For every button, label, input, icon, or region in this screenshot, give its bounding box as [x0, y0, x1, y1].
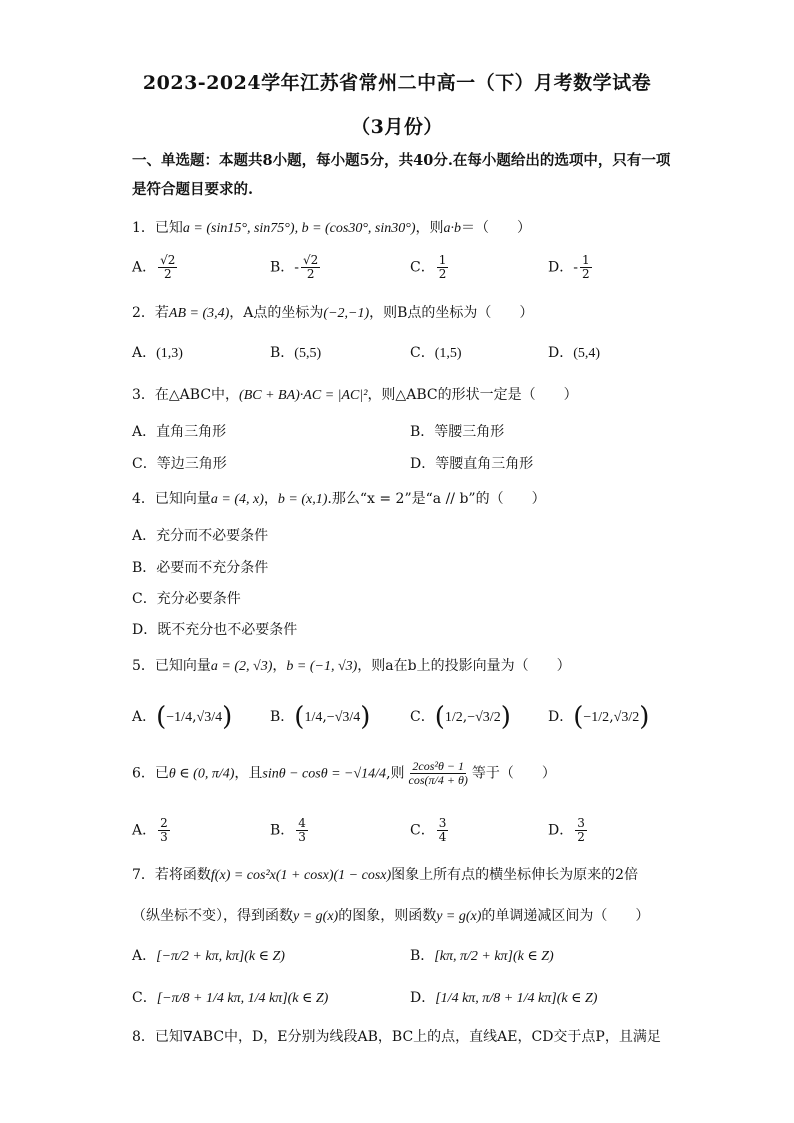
question-7-stem-line1: 7．若将函数f(x) = cos²x(1 + cosx)(1 − cosx)图象上所有点的横坐标伸长为原来的2倍: [132, 867, 639, 883]
q4-option-b[interactable]: B．必要而不充分条件: [132, 560, 269, 576]
question-6-stem: 6．已θ ∈ (0, π/4)，且sinθ − cosθ = −√14/4,则 $\frac{\text{2cos²θ − 1}}{\cos(\pi/4 + \theta)}$ 等于（ ）: [132, 759, 556, 787]
q3-option-b[interactable]: B．等腰三角形: [410, 424, 505, 440]
q2-option-b[interactable]: B．(5,5): [270, 345, 322, 361]
q6-option-b[interactable]: B． $\frac{4}{3}$: [270, 816, 306, 844]
exam-title: 2023-2024学年江苏省常州二中高一（下）月考数学试卷: [142, 72, 652, 94]
q2-option-c[interactable]: C．(1,5): [410, 345, 462, 361]
q4-option-c[interactable]: C．充分必要条件: [132, 591, 241, 607]
question-5-stem: 5．已知向量a = (2, √3)，b = (−1, √3)，则a在b上的投影向量为（ ）: [132, 658, 571, 674]
q3-option-d[interactable]: D．等腰直角三角形: [410, 456, 534, 472]
q3-option-a[interactable]: A．直角三角形: [132, 424, 227, 440]
q5-option-d[interactable]: D．(−1/2,√3/2): [548, 702, 650, 732]
section-heading: 一、单选题：本题共8小题，每小题5分，共40分.在每小题给出的选项中，只有一项是符合题目要求的.: [132, 152, 671, 198]
q6-option-c[interactable]: C． $\frac{3}{4}$: [410, 816, 447, 844]
q1-option-b[interactable]: B．- $\frac{√2}{2}$: [270, 253, 319, 281]
q4-option-a[interactable]: A．充分而不必要条件: [132, 528, 269, 544]
q4-option-d[interactable]: D．既不充分也不必要条件: [132, 622, 298, 638]
q7-option-c[interactable]: C．[−π/8 + 1/4 kπ, 1/4 kπ](k ∈ Z): [132, 990, 329, 1006]
q7-option-a[interactable]: A．[−π/2 + kπ, kπ](k ∈ Z): [132, 948, 285, 964]
q6-option-a[interactable]: A． $\frac{2}{3}$: [132, 816, 168, 844]
q7-option-d[interactable]: D．[1/4 kπ, π/8 + 1/4 kπ](k ∈ Z): [410, 990, 598, 1006]
q5-option-a[interactable]: A．(−1/4,√3/4): [132, 702, 233, 732]
question-7-stem-line2: （纵坐标不变），得到函数y = g(x)的图象，则函数y = g(x)的单调递减区间为（ ）: [132, 908, 650, 924]
q7-option-b[interactable]: B．[kπ, π/2 + kπ](k ∈ Z): [410, 948, 554, 964]
q3-option-c[interactable]: C．等边三角形: [132, 456, 227, 472]
q5-option-b[interactable]: B．(1/4,−√3/4): [270, 702, 371, 732]
question-3-stem: 3．在△ABC中，(BC + BA)·AC = |AC|²，则△ABC的形状一定是（ ）: [132, 387, 578, 403]
q6-option-d[interactable]: D． $\frac{3}{2}$: [548, 816, 585, 844]
question-2-stem: 2．若AB = (3,4)，A点的坐标为(−2,−1)，则B点的坐标为（ ）: [132, 305, 534, 321]
q2-option-d[interactable]: D．(5,4): [548, 345, 601, 361]
q2-option-a[interactable]: A．(1,3): [132, 345, 183, 361]
q1-option-c[interactable]: C． $\frac{1}{2}$: [410, 253, 447, 281]
question-8-stem: 8．已知∇ABC中，D，E分别为线段AB，BC上的点，直线AE，CD交于点P，且满足: [132, 1029, 661, 1045]
q5-option-c[interactable]: C．(1/2,−√3/2): [410, 702, 511, 732]
q1-option-a[interactable]: A． $\frac{√2}{2}$: [132, 253, 176, 281]
question-1-stem: 1．已知a = (sin15°, sin75°), b = (cos30°, sin30°)，则a·b＝（ ）: [132, 220, 532, 236]
exam-subtitle: （3月份）: [351, 116, 443, 138]
q1-option-d[interactable]: D．- $\frac{1}{2}$: [548, 253, 590, 281]
question-4-stem: 4．已知向量a = (4, x)，b = (x,1).那么“x = 2”是“a // b”的（ ）: [132, 491, 546, 507]
